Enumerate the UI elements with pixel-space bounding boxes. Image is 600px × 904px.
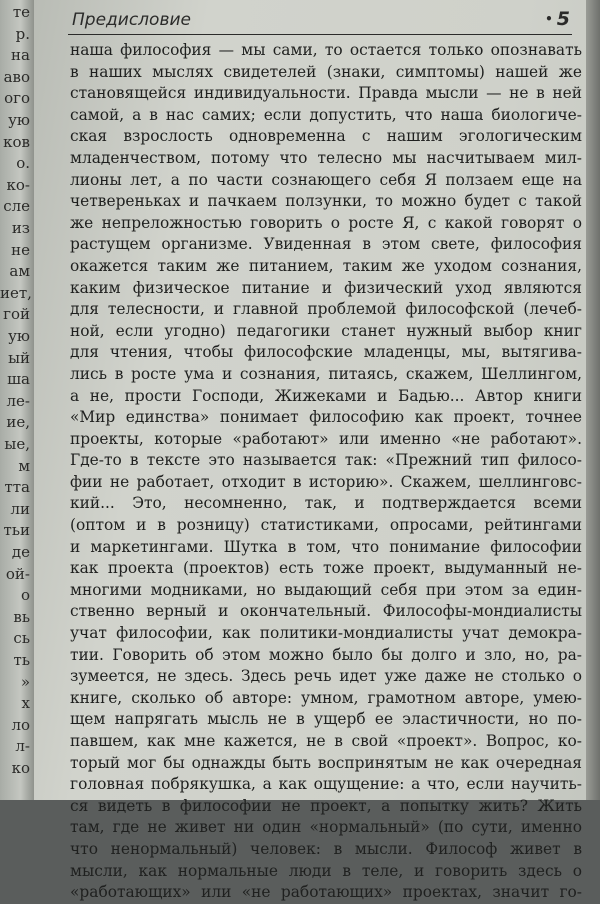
gutter-fragment: ие, xyxy=(6,413,30,432)
gutter-fragment: о. xyxy=(16,154,30,173)
gutter-fragment: х xyxy=(21,694,30,713)
gutter-fragment: » xyxy=(20,672,30,691)
text-line: для чтения, чтобы философские младенцы, мы, вытягива- xyxy=(70,343,582,362)
gutter-fragment: ша xyxy=(7,370,30,389)
text-line: «работающих» или «не работающих» проектах, значит го- xyxy=(70,883,582,902)
text-line: же непреложностью говорить о росте Я, с какой говорят о xyxy=(70,213,582,232)
text-line: становящейся индивидуальности. Правда мысли — не в ней xyxy=(70,84,582,103)
text-line: окажется таким же питанием, таким же уходом сознания, xyxy=(70,256,582,275)
page-number xyxy=(545,8,570,30)
text-line: для телесности, и главной проблемой философской (лечеб- xyxy=(70,300,582,319)
gutter-fragment: те xyxy=(12,3,30,21)
page-number-value: 5 xyxy=(556,8,570,30)
text-line: многими модниками, но выдающий себя при этом за един- xyxy=(70,580,582,599)
gutter-fragment: гой xyxy=(3,305,30,324)
gutter-fragment: сле xyxy=(3,197,30,216)
text-line: каким физическое питание и физический уход являются xyxy=(70,278,582,297)
text-line: ной, если угодно) педагогики станет нужный выбор книг xyxy=(70,321,582,340)
gutter-fragment: де xyxy=(11,543,30,561)
gutter-fragment: тта xyxy=(4,478,30,497)
text-line: Где-то в тексте это называется так: «Прежний тип филосо- xyxy=(70,451,582,470)
gutter-fragment: сь xyxy=(13,629,30,648)
gutter-fragment: л- xyxy=(15,737,30,756)
gutter-fragment: ам xyxy=(9,262,30,281)
gutter-fragment: ло xyxy=(11,715,30,734)
running-head xyxy=(68,8,572,35)
text-line: а не, прости Господи, Жижеками и Бадью... Автор книги xyxy=(70,386,582,405)
text-line: щем напрягать мысль не в ущерб ее эластичности, но по- xyxy=(70,710,582,729)
gutter-fragment: иет, xyxy=(0,283,32,302)
text-line: в наших мыслях свидетелей (знаки, симптомы) нашей же xyxy=(70,62,582,81)
text-line: павшем, как мне кажется, не в свой «проект». Вопрос, ко- xyxy=(70,732,582,750)
gutter-fragment: аво xyxy=(3,67,30,86)
gutter-fragment: ко xyxy=(11,759,30,777)
gutter-fragment: ый xyxy=(8,348,30,367)
page-edge-shadow xyxy=(586,0,600,800)
gutter-fragment: не xyxy=(11,240,30,259)
text-line: головная побрякушка, а как ощущение: а что, если научить- xyxy=(70,775,582,794)
page-number-bullet: • xyxy=(545,12,553,26)
gutter-fragment: р. xyxy=(15,24,30,43)
gutter-fragment: ле- xyxy=(6,391,30,410)
text-line: ся видеть в философии не проект, а попытку жить? Жить xyxy=(70,796,582,815)
text-line: ская взрослость одновременна с нашим эгологическим xyxy=(70,127,582,146)
gutter-fragment: ой- xyxy=(5,564,30,583)
gutter-fragment: из xyxy=(11,219,30,237)
gutter-fragment: ко- xyxy=(6,175,30,194)
text-line: (оптом и в розницу) статистиками, опросами, рейтингами xyxy=(70,516,582,535)
text-line: мысли, как нормальные люди в теле, и говорить здесь о xyxy=(70,861,582,880)
gutter-fragment: ть xyxy=(13,651,30,669)
text-line: наша философия — мы сами, то остается только опознавать xyxy=(70,41,582,59)
text-line: четвереньках и пачкаем ползунки, то можно будет с такой xyxy=(70,192,582,211)
gutter-fragment: ую xyxy=(8,111,30,129)
section-title: Предисловие xyxy=(72,10,191,30)
gutter-fragment: вь xyxy=(13,607,30,626)
book-page xyxy=(34,0,600,902)
text-line: как проекта (проектов) есть тоже проект, выдуманный не- xyxy=(70,559,582,578)
text-line: проекты, которые «работают» или именно «не работают». xyxy=(70,429,582,448)
text-line: книге, сколько об авторе: умном, грамотном авторе, умею- xyxy=(70,688,582,707)
text-line: фии не работает, отходит в историю». Скажем, шеллинговс- xyxy=(70,472,582,491)
text-line: что ненормальный) человек: в мысли. Философ живет в xyxy=(70,839,582,858)
text-line: лионы лет, а по части сознающего себя Я ползаем еще на xyxy=(70,170,582,189)
text-line: там, где не живет ни один «нормальный» (по сути, именно xyxy=(70,818,582,837)
gutter-fragment: ого xyxy=(4,89,30,108)
gutter-fragment: тьи xyxy=(3,521,30,540)
text-line: тии. Говорить об этом можно было бы долго и зло, но, ра- xyxy=(70,645,582,664)
text-line: лись в росте ума и сознания, питаясь, скажем, Шеллингом, xyxy=(70,364,582,383)
gutter-fragment: ли xyxy=(10,499,30,518)
text-line: младенчеством, потому что телесно мы насчитываем мил- xyxy=(70,148,582,167)
gutter-fragment: на xyxy=(11,46,30,65)
text-line: «Мир единства» понимает философию как проект, точнее xyxy=(70,408,582,427)
text-line: ственно верный и окончательный. Философы-мондиалисты xyxy=(70,602,582,621)
gutter-fragment: ков xyxy=(3,132,30,151)
text-line: и маркетингами. Шутка в том, что понимание философии xyxy=(70,537,582,556)
text-line: самой, а в нас самих; если допустить, что наша биологиче- xyxy=(70,105,582,124)
adjacent-page-gutter xyxy=(0,0,34,800)
text-line: учат философии, как политики-мондиалисты учат демокра- xyxy=(70,624,582,643)
gutter-fragment: ую xyxy=(8,327,30,345)
text-line: зумеется, не здесь. Здесь речь идет уже даже не столько о xyxy=(70,667,582,686)
gutter-fragment: ые, xyxy=(4,435,30,453)
text-line: растущем организме. Увиденная в этом свете, философия xyxy=(70,235,582,254)
text-line: торый мог бы однажды быть воспринятым не как очередная xyxy=(70,753,582,772)
text-line: кий... Это, несомненно, так, и подтверждается всеми xyxy=(70,494,582,513)
body-text xyxy=(70,40,582,904)
gutter-fragment: м xyxy=(18,456,30,475)
gutter-fragment: о xyxy=(20,586,30,605)
